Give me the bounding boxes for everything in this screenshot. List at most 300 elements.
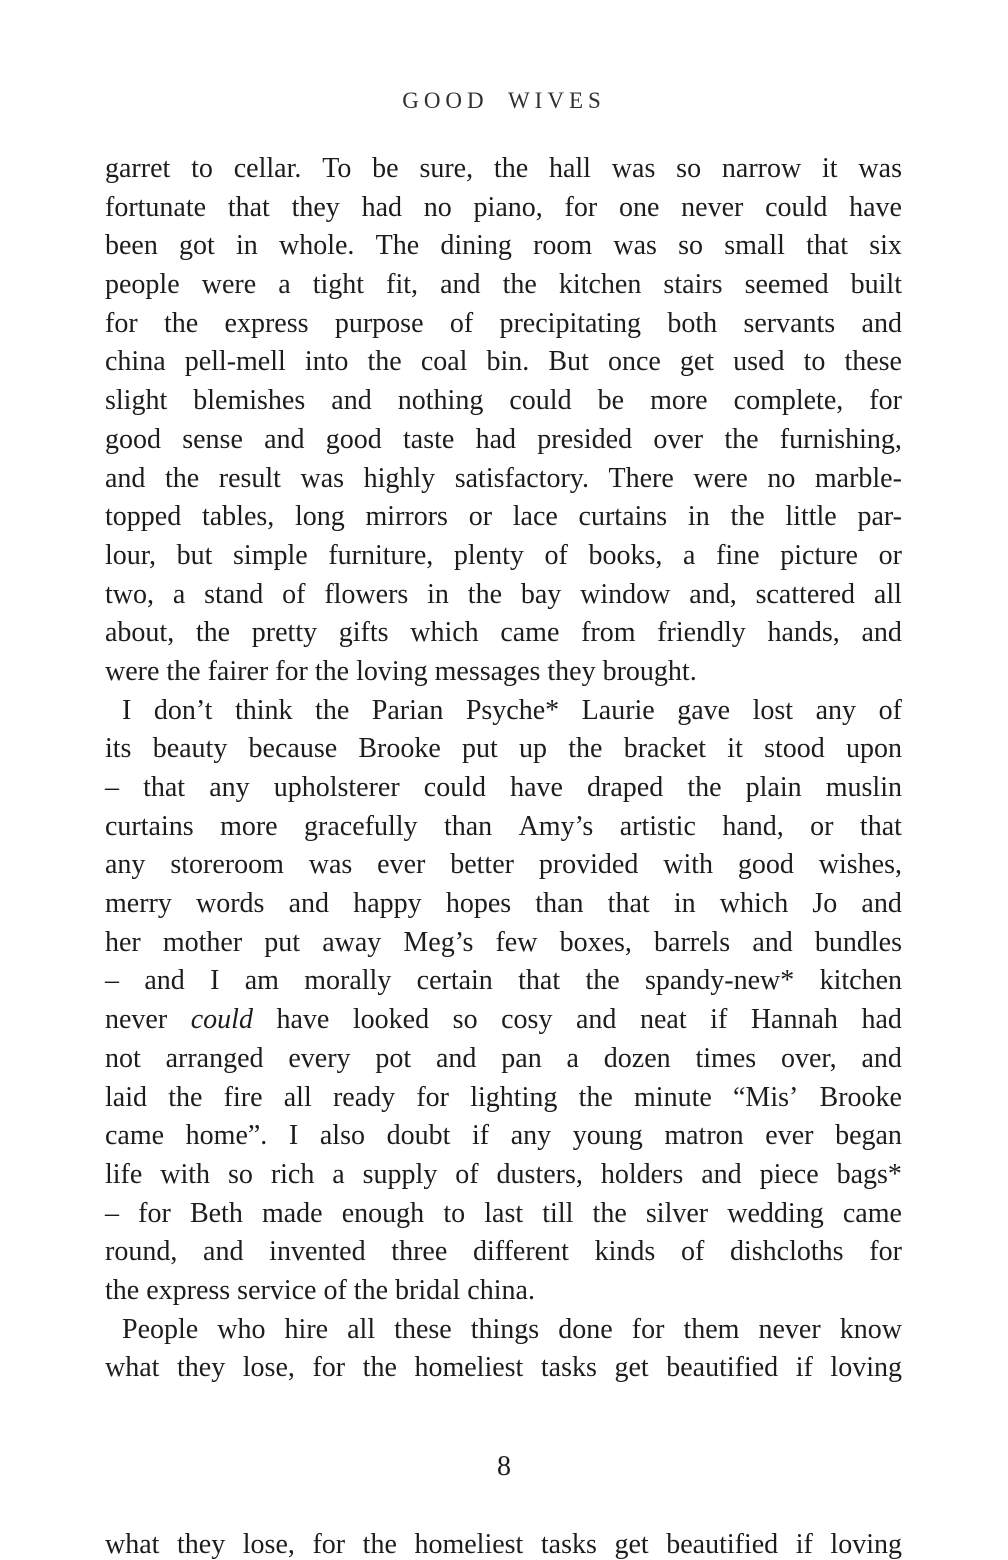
word: complete, [733, 385, 844, 417]
word: the [585, 965, 620, 997]
word: have [276, 1004, 330, 1036]
word: little [785, 501, 837, 533]
word: that [518, 965, 561, 997]
word: for [869, 385, 902, 417]
word: of [544, 539, 568, 571]
word: had [861, 1004, 902, 1036]
word: could [509, 385, 572, 417]
word: hopes [445, 888, 512, 920]
word: long [295, 501, 345, 533]
word: any [105, 849, 146, 881]
word: of [282, 578, 306, 610]
word: scattered [755, 578, 856, 610]
word: and [436, 1042, 477, 1074]
word: kitchen [819, 965, 902, 997]
word: ever [377, 849, 426, 881]
word: of [680, 1236, 705, 1268]
word: which [719, 888, 789, 920]
text-line [105, 1195, 902, 1234]
word: these [394, 1313, 452, 1345]
word: the [730, 501, 765, 533]
word: that [607, 888, 650, 920]
word: and [144, 965, 185, 997]
word: There [608, 462, 674, 494]
text-line [105, 614, 902, 653]
word: minute [634, 1081, 712, 1113]
text-line [105, 808, 902, 847]
text-line [105, 537, 902, 576]
word: – [105, 772, 119, 803]
word: made [261, 1197, 323, 1229]
word: home”. [185, 1120, 268, 1152]
word: the [592, 1197, 627, 1229]
word: stood [764, 733, 825, 765]
bottom-clipped-line [105, 1526, 902, 1560]
word: could [765, 191, 828, 223]
word: lace [512, 501, 558, 533]
word: was [300, 462, 345, 494]
word: life [105, 1158, 143, 1190]
word: what [105, 1352, 160, 1384]
word: about, [105, 617, 175, 649]
word: of [455, 1158, 479, 1190]
word: over [653, 423, 704, 455]
word: who [217, 1313, 266, 1345]
word: enough [341, 1197, 425, 1229]
word: was [858, 153, 902, 184]
word: came [842, 1197, 902, 1229]
word: artistic [619, 810, 696, 842]
word: any [510, 1120, 552, 1152]
word: for [869, 1236, 902, 1268]
word: and [861, 888, 902, 920]
word: precipitating [499, 307, 641, 339]
word: what [105, 1529, 160, 1560]
word: Hannah [750, 1004, 838, 1036]
word: that [859, 810, 902, 842]
word: different [472, 1236, 569, 1268]
word: and [105, 462, 146, 494]
word: whole. [278, 230, 355, 262]
word: than [443, 810, 493, 842]
word: a [683, 539, 696, 571]
word: upon [845, 733, 902, 765]
word: and [861, 617, 902, 649]
word: was [308, 849, 353, 881]
text-line [105, 924, 902, 963]
word: up [519, 733, 548, 765]
word: satisfactory. [454, 462, 589, 494]
word: don’t [153, 694, 213, 726]
word: supply [362, 1158, 438, 1190]
word: got [179, 230, 215, 262]
word: hands, [767, 617, 840, 649]
word: that [143, 772, 186, 803]
word: from [581, 617, 636, 649]
word: because [248, 733, 338, 765]
paragraph [105, 692, 902, 1311]
word: To [322, 153, 352, 184]
text-line [105, 1001, 902, 1040]
word: which [410, 617, 479, 649]
word: Brooke [819, 1081, 902, 1113]
word: three [391, 1236, 448, 1268]
word: But [548, 346, 589, 378]
word: neat [639, 1004, 687, 1036]
word: if [795, 1352, 813, 1384]
word: taste [403, 423, 455, 455]
word: Amy’s [518, 810, 594, 842]
word: pot [375, 1042, 412, 1074]
word: till [542, 1197, 574, 1229]
word: slight [105, 385, 168, 417]
word: spandy-new* [644, 965, 795, 997]
text-line [105, 189, 902, 228]
word: with [160, 1158, 211, 1190]
word: garret [105, 153, 171, 184]
word: provided [538, 849, 639, 881]
body-text [105, 150, 902, 1388]
word: fortunate [105, 191, 207, 223]
word: few [495, 926, 538, 958]
word: mother [162, 926, 243, 958]
text-line [105, 1040, 902, 1079]
word: for [631, 1313, 665, 1345]
word: dining [440, 230, 512, 262]
word: if [710, 1004, 728, 1036]
word: away [322, 926, 382, 958]
word: and [576, 1004, 617, 1036]
word: flowers [324, 578, 409, 610]
word: lost [752, 694, 794, 726]
word: plain [745, 772, 802, 803]
word: gracefully [304, 810, 418, 842]
word: good [105, 423, 161, 455]
word: and [440, 269, 481, 301]
word: built [850, 269, 902, 301]
word: for [564, 191, 598, 223]
word: never [758, 1313, 821, 1345]
word: never [105, 1004, 168, 1036]
word: and [752, 926, 793, 958]
word: all [873, 578, 902, 610]
word: the [362, 1529, 397, 1560]
text-line [105, 498, 902, 537]
word: of [878, 694, 902, 726]
word: came [500, 617, 560, 649]
word: window [580, 578, 671, 610]
word: for [312, 1352, 346, 1384]
word: the [195, 617, 231, 649]
word: every [288, 1042, 351, 1074]
word: presided [537, 423, 633, 455]
word: cosy [501, 1004, 553, 1036]
word: books, [588, 539, 663, 571]
word: was [613, 230, 657, 262]
word: things [470, 1313, 540, 1345]
word: could [423, 772, 486, 803]
word: so [678, 230, 704, 262]
word: if [471, 1120, 490, 1152]
text-line: the express service of the bridal china. [105, 1274, 535, 1306]
word: lighting [470, 1081, 558, 1113]
word: bundles [814, 926, 902, 958]
word: marble- [814, 462, 902, 494]
text-line [105, 769, 902, 808]
word: the [367, 346, 402, 378]
word: words [196, 888, 265, 920]
word: muslin [825, 772, 902, 803]
text-line [105, 692, 902, 731]
word: better [450, 849, 514, 881]
word: and [701, 1158, 742, 1190]
word: so [227, 1158, 253, 1190]
word: blemishes [193, 385, 306, 417]
word: gifts [338, 617, 389, 649]
word: and [861, 307, 902, 339]
word: any [815, 694, 857, 726]
word: or [810, 810, 834, 842]
word: that [227, 191, 270, 223]
word: the [164, 462, 200, 494]
word: draped [587, 772, 664, 803]
word: certain [416, 965, 493, 997]
word: but [176, 539, 213, 571]
word: People [122, 1313, 199, 1345]
word: Psyche* [465, 694, 560, 726]
word: in [673, 888, 696, 920]
word: kinds [594, 1236, 656, 1268]
word: homeliest [414, 1529, 524, 1560]
word: stairs [663, 269, 723, 301]
word: these [844, 346, 902, 378]
word: bay [520, 578, 562, 610]
word: arranged [165, 1042, 264, 1074]
text-line [105, 227, 902, 266]
text-line [105, 1526, 902, 1560]
word: happy [353, 888, 422, 920]
word: boxes, [559, 926, 632, 958]
word: dishcloths [729, 1236, 844, 1268]
word: more [220, 810, 278, 842]
text-line [105, 1079, 902, 1118]
word: a [278, 269, 291, 301]
word: loving [830, 1352, 902, 1384]
word: china [105, 346, 166, 378]
word: simple [233, 539, 308, 571]
word: the [493, 153, 529, 184]
word: both [667, 307, 718, 339]
text-line [105, 1156, 902, 1195]
word: bracket [623, 733, 707, 765]
word: they [291, 191, 340, 223]
word: kitchen [558, 269, 642, 301]
word: its [105, 733, 132, 765]
word: barrels [654, 926, 731, 958]
word: beautified [666, 1352, 779, 1384]
text-line [105, 421, 902, 460]
word: or [878, 539, 902, 571]
word: laid [105, 1081, 147, 1113]
word: plenty [453, 539, 524, 571]
word: “Mis’ [733, 1081, 799, 1113]
word: coal [420, 346, 468, 378]
word: it [727, 733, 743, 765]
word: to [803, 346, 826, 378]
word: they [177, 1529, 226, 1560]
word: furniture, [328, 539, 434, 571]
word: the [568, 733, 603, 765]
word: been [105, 230, 158, 262]
word: and [861, 1042, 902, 1074]
text-line [105, 962, 902, 1001]
paragraph [105, 1311, 902, 1388]
word: Beth [189, 1197, 243, 1229]
word: silver [645, 1197, 709, 1229]
word: times [695, 1042, 757, 1074]
word: the [687, 772, 722, 803]
text-line [105, 846, 902, 885]
word: had [475, 423, 517, 455]
word: if [795, 1529, 813, 1560]
word: could [190, 1004, 253, 1036]
word: I [288, 1120, 299, 1152]
word: tasks [540, 1352, 597, 1384]
word: cellar. [233, 153, 302, 184]
text-line [105, 1117, 902, 1156]
word: hall [548, 153, 591, 184]
word: with [663, 849, 714, 881]
word: Jo [812, 888, 838, 920]
text-line [105, 1311, 902, 1350]
word: bags* [836, 1158, 902, 1190]
word: to [443, 1197, 466, 1229]
word: the [168, 1081, 203, 1113]
word: also [319, 1120, 365, 1152]
word: get [614, 1352, 649, 1384]
word: loving [830, 1529, 902, 1560]
word: lour, [105, 539, 156, 571]
word: done [558, 1313, 613, 1345]
word: picture [780, 539, 858, 571]
word: be [597, 385, 625, 417]
word: in [236, 230, 258, 262]
word: pell-mell [184, 346, 286, 378]
word: good [325, 423, 382, 455]
word: The [375, 230, 420, 262]
word: – [105, 965, 119, 997]
word: think [234, 694, 293, 726]
word: I [122, 694, 132, 726]
word: for [416, 1081, 450, 1113]
word: young [572, 1120, 643, 1152]
word: fit, [386, 269, 419, 301]
word: and [331, 385, 372, 417]
word: were [201, 269, 257, 301]
text-line [105, 343, 902, 382]
word: friendly [657, 617, 746, 649]
word: the [362, 1352, 397, 1384]
word: gave [677, 694, 731, 726]
word: for [138, 1197, 171, 1229]
word: tight [312, 269, 365, 301]
word: merry [105, 888, 172, 920]
word: curtains [105, 810, 194, 842]
word: seemed [744, 269, 829, 301]
word: sure, [419, 153, 474, 184]
word: wishes, [818, 849, 902, 881]
word: mirrors [365, 501, 448, 533]
word: sense [182, 423, 243, 455]
word: topped [105, 501, 182, 533]
word: have [510, 772, 563, 803]
word: small [724, 230, 785, 262]
word: into [304, 346, 349, 378]
word: to [191, 153, 213, 184]
word: over, [780, 1042, 837, 1074]
word: last [484, 1197, 524, 1229]
word: in [427, 578, 449, 610]
word: dozen [603, 1042, 671, 1074]
word: servants [743, 307, 836, 339]
word: know [839, 1313, 902, 1345]
word: highly [363, 462, 436, 494]
word: narrow [721, 153, 802, 184]
word: the [502, 269, 537, 301]
text-line [105, 460, 902, 499]
word: never [681, 191, 744, 223]
word: tasks [540, 1529, 597, 1560]
word: Brooke [358, 733, 441, 765]
word: than [535, 888, 584, 920]
word: had [361, 191, 403, 223]
word: any [209, 772, 250, 803]
word: and, [689, 578, 737, 610]
word: pan [501, 1042, 542, 1074]
word: express [224, 307, 309, 339]
word: fire [223, 1081, 263, 1113]
word: one [618, 191, 660, 223]
word: and [288, 888, 330, 920]
word: curtains [578, 501, 668, 533]
word: hire [284, 1313, 329, 1345]
word: and [203, 1236, 244, 1268]
word: nothing [397, 385, 484, 417]
word: Meg’s [403, 926, 474, 958]
word: get [679, 346, 715, 378]
word: furnishing, [779, 423, 902, 455]
word: in [687, 501, 710, 533]
page-number: 8 [497, 1451, 511, 1482]
word: homeliest [414, 1352, 524, 1384]
word: put [264, 926, 301, 958]
word: matron [664, 1120, 744, 1152]
word: Parian [371, 694, 444, 726]
word: Laurie [581, 694, 655, 726]
word: the [467, 578, 503, 610]
word: a [566, 1042, 579, 1074]
word: piano, [473, 191, 543, 223]
running-header: GOOD WIVES [402, 88, 606, 113]
word: no [423, 191, 452, 223]
word: a [332, 1158, 345, 1190]
word: more [650, 385, 708, 417]
word: six [869, 230, 902, 262]
text-line [105, 1349, 902, 1388]
word: the [724, 423, 759, 455]
word: put [462, 733, 498, 765]
paragraph [105, 150, 902, 692]
